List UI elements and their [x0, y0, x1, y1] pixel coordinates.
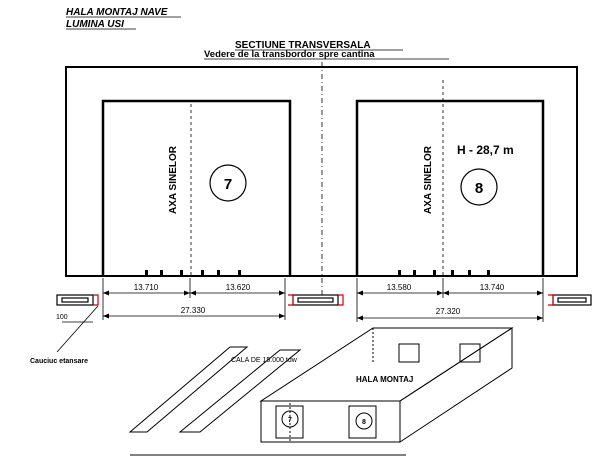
door-8-left-width: 13.580: [386, 283, 412, 292]
door-8-right-width: 13.740: [479, 283, 505, 292]
assembly-hall-3d: [261, 328, 512, 442]
hall-front-face: [261, 401, 400, 442]
hall-door-7-number: 7: [288, 417, 292, 424]
dock-label: CALA DE 15.000 tdw: [231, 357, 297, 364]
section-subtitle: Vedere de la transbordor spre cantina: [204, 49, 375, 60]
door-8-number: 8: [474, 180, 484, 197]
rubber-seal: [288, 295, 293, 305]
door-7-right-width: 13.620: [225, 283, 251, 292]
door-7-opening: [103, 101, 290, 276]
hall-rear-door: [399, 344, 419, 362]
rail-marker: [468, 270, 471, 275]
rail-marker: [398, 270, 401, 275]
door-8-total-width: 27.320: [435, 307, 461, 316]
door-8-arrows: [357, 291, 543, 321]
door-7-number: 7: [223, 176, 233, 193]
rail-marker: [145, 270, 148, 275]
hall-label: HALA MONTAJ: [356, 375, 414, 384]
rail-markers: [145, 270, 490, 275]
rail-marker: [238, 270, 241, 275]
door-leaf-profile-inner: [62, 298, 88, 302]
seal-offset-label: 100: [56, 314, 68, 321]
rail-marker: [201, 270, 204, 275]
door-7-left-width: 13.710: [133, 283, 159, 292]
seal-leader-line: [57, 306, 98, 352]
section-title: SECTIUNE TRANSVERSALA: [235, 40, 371, 51]
hall-rear-door: [460, 344, 480, 362]
rail-marker: [451, 270, 454, 275]
door-leaf-profile-inner: [298, 298, 333, 302]
rail-marker: [180, 270, 183, 275]
hall-top-face: [261, 328, 512, 401]
rail-marker: [160, 270, 163, 275]
hall-side-face: [400, 328, 512, 442]
rubber-seal: [93, 295, 98, 305]
building-outline: [66, 67, 577, 276]
door-7-axis-label: AXA SINELOR: [168, 146, 179, 214]
hall-door-8-number: 8: [362, 419, 366, 426]
door-leaf-profile-inner: [558, 298, 586, 302]
rubber-seal: [338, 295, 343, 305]
door-8-axis-label: AXA SINELOR: [423, 146, 434, 214]
rail-marker: [433, 270, 436, 275]
door-leaf-profiles: [57, 295, 591, 305]
height-label: H - 28,7 m: [457, 143, 514, 157]
rubber-seal: [548, 295, 553, 305]
rail-marker: [217, 270, 220, 275]
door-7-total-width: 27.330: [180, 306, 206, 315]
rail-marker: [413, 270, 416, 275]
rail-marker: [487, 270, 490, 275]
door-8-opening: [357, 101, 543, 276]
header-line1: HALA MONTAJ NAVE: [66, 7, 168, 18]
dock-slab-left: [130, 347, 247, 432]
header-line2: LUMINA USI: [66, 19, 124, 30]
seal-label: Cauciuc etansare: [30, 358, 88, 365]
